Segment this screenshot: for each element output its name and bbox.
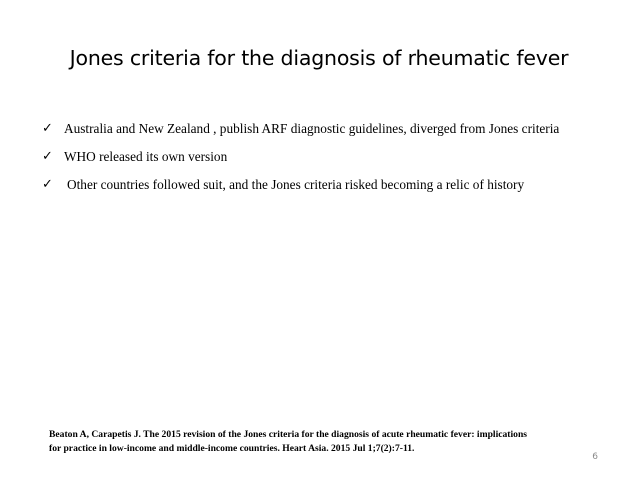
bullet-text: Australia and New Zealand , publish ARF diagnostic guidelines, diverged from Jones criteria xyxy=(64,121,560,136)
reference-line-1: Beaton A, Carapetis J. The 2015 revision of the Jones criteria for the diagnosis of acute rheumatic fever: implications xyxy=(49,429,528,440)
bullet-text: WHO released its own version xyxy=(64,149,228,164)
page-number: 6 xyxy=(592,452,598,462)
checkmark-icon: ✓ xyxy=(42,121,53,136)
checkmark-icon: ✓ xyxy=(42,177,53,192)
reference-line-2: for practice in low-income and middle-income countries. Heart Asia. 2015 Jul 1;7(2):7-11. xyxy=(49,443,415,454)
bullet-text: Other countries followed suit, and the Jones criteria risked becoming a relic of history xyxy=(67,177,525,192)
reference-citation xyxy=(49,428,609,456)
slide-title: Jones criteria for the diagnosis of rheumatic fever xyxy=(69,46,569,70)
checkmark-icon: ✓ xyxy=(42,149,53,164)
